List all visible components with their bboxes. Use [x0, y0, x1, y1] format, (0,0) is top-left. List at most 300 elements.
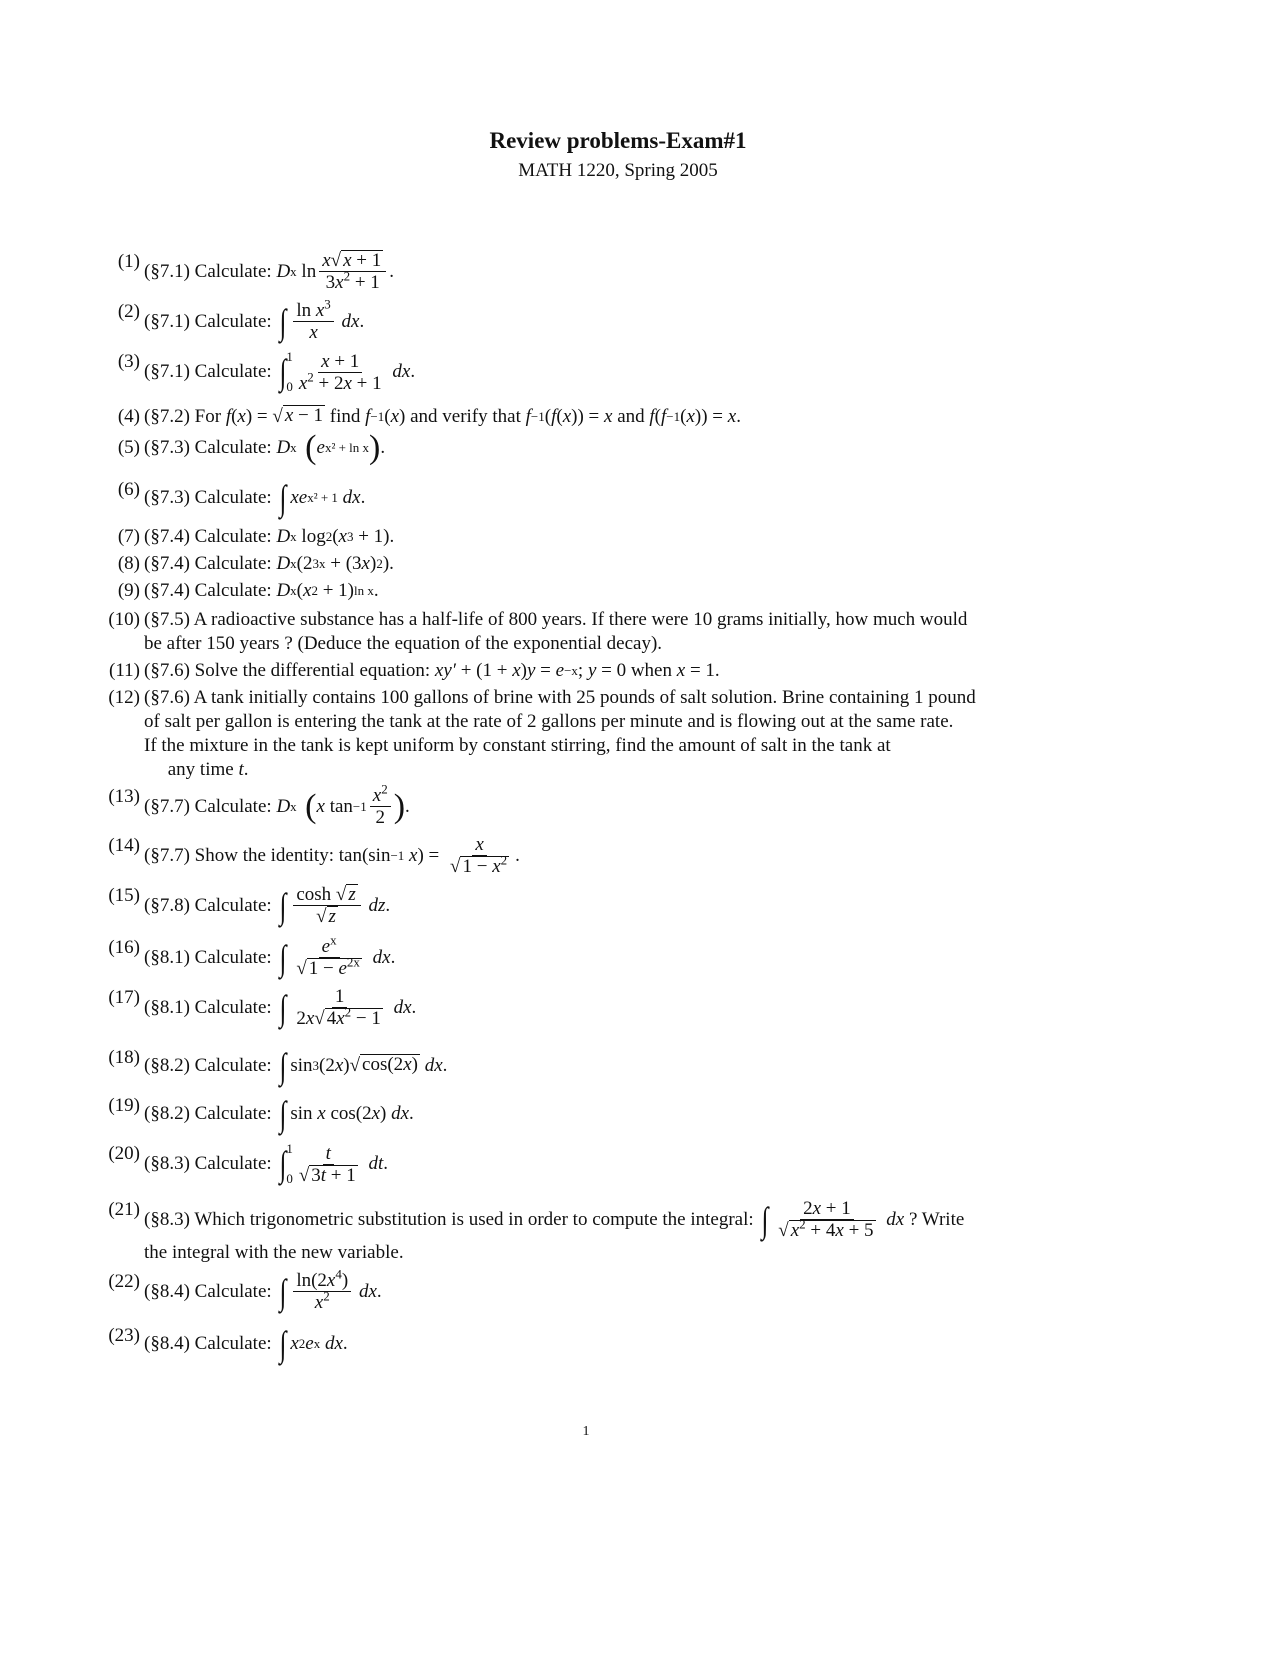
fraction: [775, 1198, 878, 1241]
math-symbol: D: [276, 795, 291, 817]
problem-line: (§7.4) Calculate: D x ( x 2 + 1) ln x .: [144, 580, 379, 601]
problem-number: (2): [117, 301, 140, 322]
text-run: Calculate:: [189, 1153, 277, 1174]
problem-item: [96, 1142, 1146, 1186]
denominator: [313, 906, 341, 927]
problem-number: (22): [108, 1271, 140, 1292]
math-symbol: f: [660, 406, 667, 427]
text-run: .: [442, 1055, 448, 1076]
square-root: [331, 250, 384, 271]
text-run: ln: [296, 300, 316, 321]
text-run: Calculate:: [189, 1280, 277, 1302]
text-run: Calculate:: [189, 526, 277, 547]
problem-line: [144, 932, 1146, 979]
math-symbol: x: [290, 1333, 299, 1354]
text-run: .: [409, 1103, 414, 1124]
problem-line: (§7.2) For f ( x ) = √ x − 1 find f −1 ( x ) and verify that f −1 ( f ( x )) = x and f ( f −1 ( x )) = x .: [144, 405, 741, 427]
text-run: Calculate:: [189, 996, 277, 1018]
problem-body: [144, 686, 1146, 782]
problem-body: [144, 405, 1146, 429]
math-symbol: x: [835, 1220, 844, 1241]
text-run: ): [369, 553, 377, 574]
radicand: [283, 405, 325, 426]
text-run: Calculate:: [189, 1103, 277, 1124]
math-symbol: t: [238, 759, 244, 780]
math-symbol: dt: [363, 1153, 384, 1174]
problem-item: [96, 659, 1146, 683]
math-symbol: x: [305, 1008, 315, 1029]
section-ref: (§8.1): [144, 996, 190, 1018]
math-symbol: z: [348, 884, 356, 905]
problem-item: [96, 250, 1146, 293]
problem-body: [144, 1094, 1146, 1134]
fraction: [447, 834, 512, 877]
text-run: + 1: [821, 1198, 851, 1219]
text-run: + 1: [326, 1164, 356, 1186]
math-symbol: e: [305, 1333, 314, 1354]
math-symbol: dx: [354, 1280, 377, 1302]
integral: [276, 1142, 292, 1186]
text-run: For: [189, 406, 226, 427]
text-run: be after 150 years ? (Deduce the equation of the exponential decay).: [144, 633, 663, 654]
math-symbol: y: [587, 660, 597, 681]
integral: [276, 1094, 290, 1134]
text-run: )) =: [571, 406, 604, 427]
problem-body: [144, 1266, 1146, 1313]
math-symbol: e: [555, 660, 565, 681]
text-run: 1: [334, 986, 345, 1007]
problem-item: [96, 1266, 1146, 1313]
text-run: tan: [324, 795, 353, 817]
text-run: Show the identity: tan(sin: [189, 844, 391, 866]
integral: [276, 1272, 290, 1312]
problem-number: (14): [108, 835, 140, 856]
integral-sign-icon: ∫: [279, 1144, 287, 1184]
text-run: (: [680, 406, 687, 427]
text-run: .: [390, 946, 396, 968]
supscript: 2: [323, 1288, 330, 1304]
text-run: = 0 when: [596, 660, 677, 681]
math-symbol: dx: [881, 1208, 905, 1230]
problem-item: [96, 932, 1146, 979]
text-run: ln(2: [296, 1270, 327, 1291]
problem-item: [96, 1198, 1146, 1265]
square-root: [272, 405, 325, 429]
text-run: Calculate:: [189, 437, 277, 458]
problem-body: [144, 834, 1146, 877]
math-symbol: x: [361, 553, 370, 574]
problem-item: [96, 608, 1146, 656]
math-symbol: x: [343, 372, 352, 394]
integral: [276, 988, 290, 1028]
math-symbol: f: [365, 406, 371, 427]
text-run: If the mixture in the tank is kept uniform by constant stirring, find the amount of salt in the tank at: [144, 735, 891, 756]
problem-body: [144, 608, 1146, 656]
math-symbol: dx: [388, 996, 412, 1018]
problem-line: [144, 1142, 1146, 1186]
problem-number: (13): [108, 786, 140, 807]
square-root: [450, 852, 509, 877]
problem-body: [144, 552, 1146, 576]
text-run: 1 −: [462, 856, 493, 877]
numerator: [472, 834, 486, 856]
square-root: [299, 1165, 358, 1186]
math-symbol: x: [492, 856, 501, 877]
math-symbol: dx: [337, 487, 361, 508]
radical-sign-icon: √: [316, 906, 327, 927]
text-run: + 5: [843, 1220, 874, 1241]
numerator: [319, 250, 386, 272]
math-symbol: x: [604, 406, 613, 427]
text-run: 2: [296, 1008, 306, 1029]
text-run: =: [535, 660, 556, 681]
text-run: cos(2: [362, 1054, 404, 1075]
text-run: + (3: [325, 553, 362, 574]
math-symbol: x: [334, 1055, 344, 1076]
problem-number: (9): [117, 580, 140, 601]
math-symbol: x: [316, 795, 325, 817]
problem-item: [96, 1094, 1146, 1134]
text-run: .: [376, 1280, 382, 1302]
text-run: + 4: [805, 1220, 836, 1241]
problem-line: [144, 1266, 1146, 1313]
problem-number: (10): [108, 609, 140, 630]
numerator: [318, 351, 362, 373]
numerator: [323, 1143, 334, 1165]
problem-body: [144, 579, 1146, 603]
radical-sign-icon: √: [298, 1164, 310, 1186]
fraction: [293, 932, 365, 979]
problem-item: [96, 834, 1146, 877]
text-run: .: [411, 996, 417, 1018]
problem-item: [96, 781, 1146, 828]
text-run: Calculate:: [189, 361, 277, 382]
text-run: .: [383, 1153, 389, 1174]
section-ref: (§8.3): [144, 1208, 190, 1230]
problem-item: [96, 686, 1146, 782]
text-run: the integral with the new variable.: [144, 1242, 404, 1263]
math-symbol: x: [686, 406, 695, 427]
text-run: )) =: [694, 406, 728, 427]
integral: [276, 886, 290, 926]
math-symbol: x: [303, 580, 312, 601]
problem-body: [144, 1324, 1146, 1364]
text-run: sin: [290, 1055, 313, 1076]
math-symbol: x: [403, 1054, 412, 1075]
fraction: [293, 986, 386, 1029]
denominator: [293, 954, 365, 979]
problem-number: (23): [108, 1325, 140, 1346]
math-symbol: z: [328, 906, 336, 927]
radical-sign-icon: √: [272, 406, 283, 427]
text-run: 2: [803, 1198, 813, 1219]
denominator: [293, 1004, 386, 1029]
problem-item: [96, 405, 1146, 429]
problem-number: (5): [117, 437, 140, 458]
problem-line: (§7.3) Calculate: D x ( e x² + ln x ) .: [144, 429, 386, 466]
text-run: Calculate:: [189, 580, 277, 601]
supscript: 2: [344, 1004, 352, 1020]
problem-number: (16): [108, 937, 140, 958]
math-symbol: x: [284, 405, 294, 426]
section-ref: (§7.1): [144, 260, 190, 282]
text-run: Calculate:: [189, 487, 277, 508]
text-run: Calculate:: [189, 260, 277, 282]
math-symbol: dz: [363, 894, 386, 916]
square-root: [778, 1216, 875, 1241]
fraction: [293, 296, 333, 343]
radicand: [327, 906, 338, 927]
square-root: [296, 954, 362, 979]
numerator: [319, 932, 340, 958]
section-ref: (§7.1): [144, 361, 190, 382]
problem-number: (20): [108, 1143, 140, 1164]
math-symbol: f: [649, 406, 655, 427]
problem-number: (6): [117, 479, 140, 500]
problem-line: (§7.4) Calculate: D x log 2 ( x 3 + 1).: [144, 526, 395, 547]
problem-line: [144, 710, 1146, 734]
text-run: .: [385, 894, 391, 916]
problem-number: (17): [108, 987, 140, 1008]
integral-sign-icon: ∫: [279, 987, 287, 1028]
math-symbol: x: [321, 350, 330, 372]
problem-line: (§8.2) Calculate: ∫ sin 3 (2 x ) √ cos(2x) dx .: [144, 1046, 448, 1086]
text-run: + (1 +: [455, 660, 513, 681]
radical-sign-icon: √: [349, 1055, 361, 1076]
supscript: 2: [500, 852, 508, 868]
text-run: .: [736, 406, 741, 427]
supscript: 2x: [346, 954, 360, 970]
text-run: sin: [290, 1103, 318, 1124]
section-ref: (§8.4): [144, 1280, 190, 1302]
math-symbol: D: [276, 580, 291, 601]
problem-body: [144, 429, 1146, 466]
lower-limit: 0: [286, 379, 293, 394]
section-ref: (§7.7): [144, 844, 190, 866]
text-run: (: [332, 526, 339, 547]
integral: [276, 1046, 290, 1086]
problem-line: [144, 686, 1146, 710]
math-symbol: x: [343, 250, 352, 271]
integral: [276, 1324, 290, 1364]
integral: [276, 938, 290, 978]
text-run: ) =: [245, 406, 273, 427]
numerator: [370, 781, 391, 807]
math-symbol: x: [676, 660, 686, 681]
problem-item: [96, 986, 1146, 1029]
integral-sign-icon: ∫: [279, 885, 287, 926]
problem-item: [96, 525, 1146, 549]
supscript: 3: [324, 296, 331, 312]
page-subtitle: MATH 1220, Spring 2005: [518, 160, 718, 181]
math-symbol: dx: [336, 310, 360, 332]
text-run: + 1: [351, 250, 382, 271]
math-symbol: x: [372, 785, 382, 806]
text-run: .: [243, 759, 249, 780]
integral-sign-icon: ∫: [279, 1046, 287, 1086]
math-symbol: D: [276, 526, 291, 547]
page-title: Review problems-Exam#1: [489, 128, 747, 153]
text-run: any time: [144, 759, 239, 780]
problem-body: [144, 1046, 1146, 1086]
problem-line: (§7.7) Calculate: D x ( x tan −1 $\frac{x^2}{2}$ ) .: [144, 781, 410, 828]
upper-limit: 1: [286, 1141, 293, 1156]
text-run: 2: [375, 807, 385, 828]
math-symbol: x: [812, 1198, 822, 1219]
text-run: Which trigonometric substitution is used in order to compute the integral:: [189, 1208, 759, 1230]
denominator: [296, 369, 385, 394]
problem-line: (§7.4) Calculate: D x (2 3x + (3 x ) 2 ).: [144, 553, 394, 574]
text-run: A radioactive substance has a half-life of 800 years. If there were 10 grams initially, how much would: [189, 609, 968, 630]
text-run: .: [405, 795, 410, 817]
text-run: Solve the differential equation:: [189, 660, 435, 681]
denominator: [312, 1288, 333, 1313]
math-symbol: f: [525, 406, 531, 427]
text-run: + 1: [350, 272, 380, 293]
integral-limits: [286, 1142, 293, 1186]
math-symbol: dx: [387, 361, 411, 382]
problem-number: (3): [117, 351, 140, 372]
section-ref: (§8.3): [144, 1153, 190, 1174]
math-symbol: x: [315, 300, 325, 321]
text-run: Calculate:: [189, 946, 277, 968]
problem-item: [96, 1324, 1146, 1364]
text-run: (: [556, 406, 563, 427]
section-ref: (§7.3): [144, 437, 190, 458]
section-ref: (§7.4): [144, 526, 190, 547]
math-symbol: x: [562, 406, 572, 427]
math-symbol: D: [276, 260, 291, 282]
text-run: ): [411, 1054, 418, 1075]
math-symbol: e: [316, 437, 325, 458]
text-run: ) =: [417, 844, 445, 866]
problem-body: [144, 478, 1146, 518]
text-run: of salt per gallon is entering the tank at the rate of 2 gallons per minute and is flowing out at the same rate.: [144, 711, 954, 732]
text-run: .: [342, 1333, 348, 1354]
math-symbol: x: [338, 526, 347, 547]
math-symbol: x: [390, 406, 399, 427]
section-ref: (§7.6): [144, 660, 190, 681]
fraction: [370, 781, 391, 828]
problem-item: [96, 350, 1146, 394]
radicand: [460, 852, 509, 877]
problem-body: [144, 884, 1146, 927]
text-run: Calculate:: [189, 1055, 277, 1076]
problem-item: [96, 552, 1146, 576]
text-run: Calculate:: [189, 1333, 277, 1354]
text-run: Calculate:: [189, 553, 277, 574]
radicand: [360, 1054, 420, 1075]
denominator: [775, 1216, 878, 1241]
problem-body: [144, 659, 1146, 683]
text-run: + 1: [329, 350, 360, 372]
math-symbol: x: [371, 1103, 381, 1124]
radical-sign-icon: √: [296, 958, 307, 979]
section-ref: (§7.7): [144, 795, 190, 817]
text-run: .: [359, 310, 365, 332]
math-symbol: D: [276, 437, 291, 458]
math-symbol: dx: [391, 1103, 410, 1124]
math-symbol: f: [225, 406, 232, 427]
denominator: [296, 1165, 361, 1186]
text-run: ): [380, 1103, 392, 1124]
text-run: (: [654, 406, 661, 427]
math-symbol: x: [314, 1292, 324, 1313]
text-run: .: [373, 580, 379, 601]
problem-number: (7): [117, 526, 140, 547]
math-symbol: e: [321, 936, 331, 957]
math-symbol: t: [320, 1164, 327, 1186]
math-symbol: dx: [419, 1055, 443, 1076]
integral-limits: [286, 350, 293, 394]
problem-number: (19): [108, 1095, 140, 1116]
supscript: x: [330, 932, 337, 948]
math-symbol: f: [551, 406, 557, 427]
math-symbol: xe: [290, 487, 308, 508]
math-symbol: x: [475, 834, 484, 855]
problem-line: [144, 1198, 1146, 1241]
math-symbol: dx: [367, 946, 391, 968]
supscript: 2: [343, 268, 351, 284]
text-run: + 1): [317, 580, 354, 601]
problem-item: [96, 884, 1146, 927]
square-root: [350, 1054, 420, 1078]
integral: [276, 302, 290, 342]
problem-number: (11): [109, 660, 140, 681]
text-run: (: [384, 406, 391, 427]
math-symbol: e: [338, 958, 347, 979]
problem-line: [144, 632, 1146, 656]
math-symbol: D: [276, 553, 291, 574]
integral: [276, 478, 290, 518]
text-run: ): [520, 660, 527, 681]
problem-line: [144, 884, 1146, 927]
section-ref: (§7.6): [144, 687, 190, 708]
text-run: Calculate:: [189, 310, 277, 332]
text-run: ) and verify that: [399, 406, 526, 427]
math-symbol: y: [526, 660, 536, 681]
math-symbol: x: [317, 1103, 326, 1124]
text-run: (: [231, 406, 238, 427]
text-run: Calculate:: [189, 894, 277, 916]
integral-sign-icon: ∫: [279, 352, 287, 392]
radical-sign-icon: √: [778, 1220, 789, 1241]
text-run: 3: [325, 272, 336, 293]
radical-sign-icon: √: [335, 884, 347, 905]
section-ref: (§8.2): [144, 1103, 190, 1124]
section-ref: (§7.5): [144, 609, 190, 630]
problem-line: [144, 1241, 1146, 1265]
denominator: [306, 322, 320, 343]
text-run: + 1).: [353, 526, 395, 547]
square-root: [336, 884, 358, 905]
text-run: ;: [577, 660, 588, 681]
problem-line: [144, 758, 1146, 782]
problem-body: [144, 525, 1146, 549]
integral-sign-icon: ∫: [279, 1094, 287, 1134]
text-run: + 1: [351, 372, 382, 394]
radicand: [309, 1165, 358, 1186]
section-ref: (§8.1): [144, 946, 190, 968]
supscript: 2: [799, 1216, 806, 1232]
problem-line: [144, 296, 1146, 343]
denominator: [372, 807, 388, 828]
text-run: (: [544, 406, 552, 427]
problem-body: [144, 781, 1146, 828]
section-ref: (§7.1): [144, 310, 190, 332]
denominator: [323, 268, 383, 293]
problem-line: [144, 350, 1146, 394]
